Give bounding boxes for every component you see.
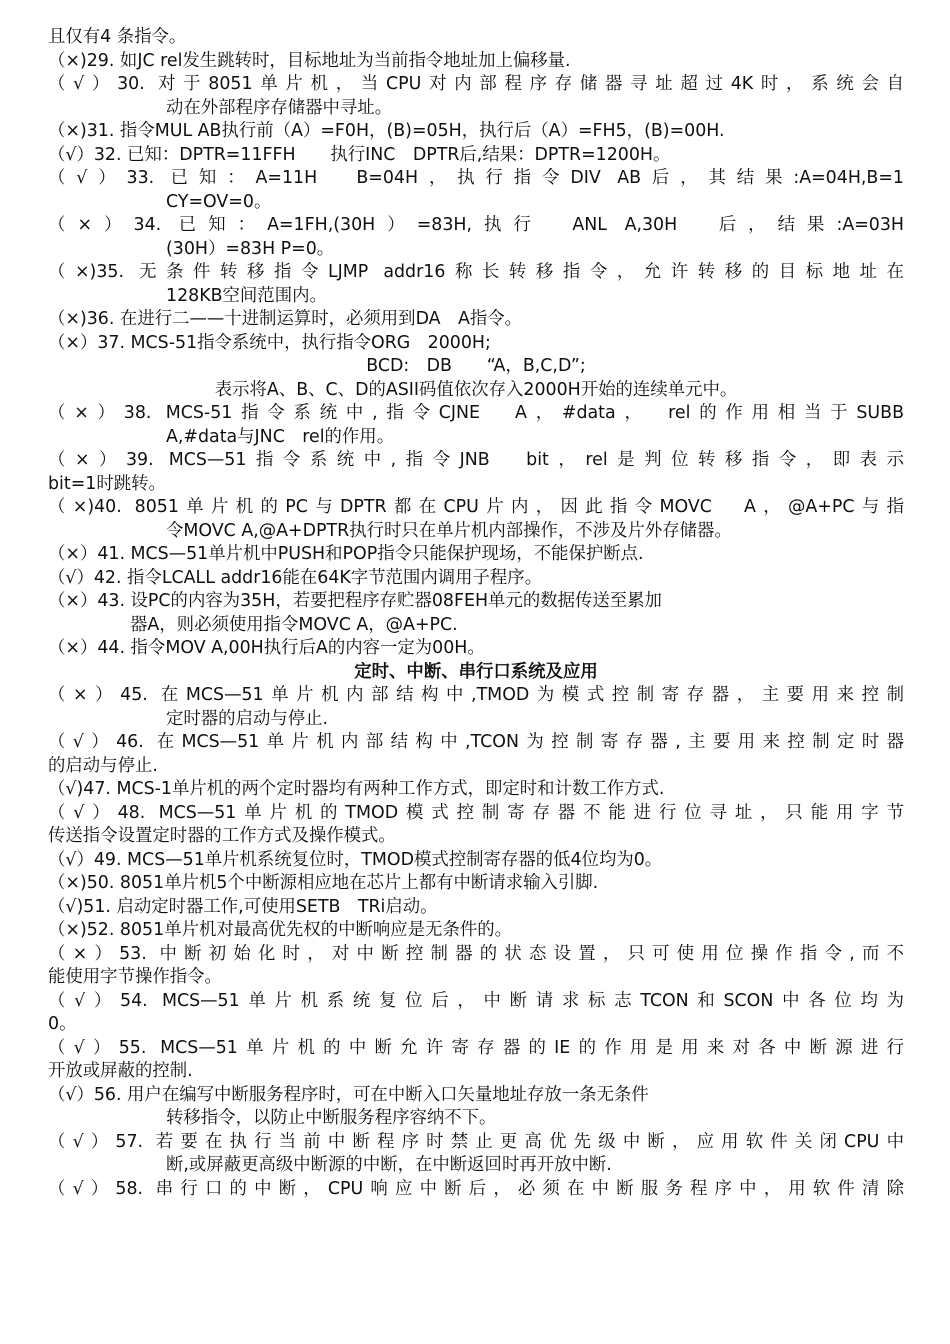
question-56: （√）56. 用户在编写中断服务程序时，可在中断入口矢量地址存放一条无条件	[48, 1084, 649, 1105]
question-30-cont: 动在外部程序存储器中寻址。	[166, 97, 393, 118]
question-31: （×)31. 指令MUL AB执行前（A）=F0H，(B)=05H，执行后（A）=FH5，(B)=00H.	[48, 121, 725, 141]
question-46-cont: 的启动与停止.	[48, 755, 158, 776]
question-48: （√）48. MCS—51单片机的TMOD模式控制寄存器不能进行位寻址，只能用字节	[48, 802, 904, 823]
question-29: （×)29. 如JC rel发生跳转时，目标地址为当前指令地址加上偏移量.	[48, 50, 571, 71]
question-54: （√）54. MCS—51单片机系统复位后，中断请求标志TCON和SCON中各位均为	[48, 990, 904, 1011]
question-53: （×）53. 中断初始化时，对中断控制器的状态设置，只可使用位操作指令,而不	[48, 943, 904, 964]
question-55: （√）55. MCS—51单片机的中断允许寄存器的IE的作用是用来对各中断源进行	[48, 1037, 904, 1058]
question-45: （×）45. 在MCS—51单片机内部结构中,TMOD为模式控制寄存器，主要用来控制	[48, 685, 904, 705]
question-46: （√）46. 在MCS—51单片机内部结构中,TCON为控制寄存器,主要用来控制定时器	[48, 732, 904, 752]
question-54-cont: 0。	[48, 1014, 77, 1034]
question-41: （×）41. MCS—51单片机中PUSH和POP指令只能保护现场，不能保护断点.	[48, 544, 644, 564]
question-42: （√）42. 指令LCALL addr16能在64K字节范围内调用子程序。	[48, 567, 543, 588]
question-47: （√)47. MCS-1单片机的两个定时器均有两种工作方式，即定时和计数工作方式.	[48, 779, 665, 799]
question-40-cont: 令MOVC A,@A+DPTR执行时只在单片机内部操作，不涉及片外存储器。	[166, 520, 732, 541]
question-44: （×）44. 指令MOV A,00H执行后A的内容一定为00H。	[48, 638, 485, 658]
question-36: （×)36. 在进行二——十进制运算时，必须用到DA A指令。	[48, 309, 523, 329]
question-32: （√）32. 已知：DPTR=11FFH 执行INC DPTR后,结果：DPTR=1200H。	[48, 144, 671, 165]
question-40: （×)40. 8051单片机的PC与DPTR都在CPU片内，因此指令MOVC A，@A+PC与指	[48, 497, 904, 517]
question-58: （√）58. 串行口的中断，CPU响应中断后，必须在中断服务程序中，用软件清除	[48, 1178, 904, 1199]
question-43: （×）43. 设PC的内容为35H，若要把程序存贮器08FEH单元的数据传送至累加	[48, 591, 662, 611]
text-line: 且仅有4 条指令。	[48, 27, 187, 47]
question-34: （×）34. 已知：A=1FH,(30H）=83H,执行 ANL A,30H 后，结果:A=03H	[48, 215, 904, 235]
question-53-cont: 能使用字节操作指令。	[48, 967, 222, 987]
question-56-cont: 转移指令，以防止中断服务程序容纳不下。	[166, 1108, 497, 1128]
question-50: （×)50. 8051单片机5个中断源相应地在芯片上都有中断请求输入引脚.	[48, 873, 599, 893]
question-35: （×)35. 无条件转移指令LJMP addr16称长转移指令，允许转移的目标地址在	[48, 262, 904, 282]
question-37-cont: 表示将A、B、C、D的ASII码值依次存入2000H开始的连续单元中。	[214, 379, 738, 400]
question-43-cont: 器A，则必须使用指令MOVC A，@A+PC.	[130, 614, 458, 635]
question-51: （√)51. 启动定时器工作,可使用SETB TRi启动。	[48, 896, 438, 917]
question-39-cont: bit=1时跳转。	[48, 473, 166, 494]
question-39: （×）39. MCS—51指令系统中,指令JNB bit，rel是判位转移指令，即表示	[48, 450, 904, 470]
question-52: （×)52. 8051单片机对最高优先权的中断响应是无条件的。	[48, 920, 513, 940]
question-35-cont: 128KB空间范围内。	[166, 285, 327, 306]
question-33: （√）33. 已知：A=11H B=04H，执行指令DIV AB后，其结果:A=04H,B=1	[48, 168, 904, 188]
question-30: （√）30. 对于8051单片机，当CPU对内部程序存储器寻址超过4K时，系统会自	[48, 74, 904, 94]
question-33-cont: CY=OV=0。	[166, 191, 272, 212]
question-34-cont: (30H）=83H P=0。	[166, 238, 335, 259]
question-49: （√）49. MCS—51单片机系统复位时，TMOD模式控制寄存器的低4位均为0。	[48, 849, 663, 870]
question-48-cont: 传送指令设置定时器的工作方式及操作模式。	[48, 826, 396, 846]
question-37-code: BCD: DB “A，B,C,D”;	[366, 356, 586, 376]
question-55-cont: 开放或屏蔽的控制.	[48, 1061, 193, 1081]
question-57: （√）57. 若要在执行当前中断程序时禁止更高优先级中断，应用软件关闭CPU中	[48, 1131, 904, 1152]
section-heading: 定时、中断、串行口系统及应用	[354, 661, 598, 682]
question-38: （×）38. MCS-51指令系统中,指令CJNE A，#data， rel的作用相当于SUBB	[48, 403, 904, 423]
question-57-cont: 断,或屏蔽更高级中断源的中断，在中断返回时再开放中断.	[166, 1155, 612, 1175]
question-45-cont: 定时器的启动与停止.	[166, 708, 329, 729]
question-38-cont: A,#data与JNC rel的作用。	[166, 426, 395, 447]
question-37: （×）37. MCS-51指令系统中，执行指令ORG 2000H;	[48, 332, 491, 353]
